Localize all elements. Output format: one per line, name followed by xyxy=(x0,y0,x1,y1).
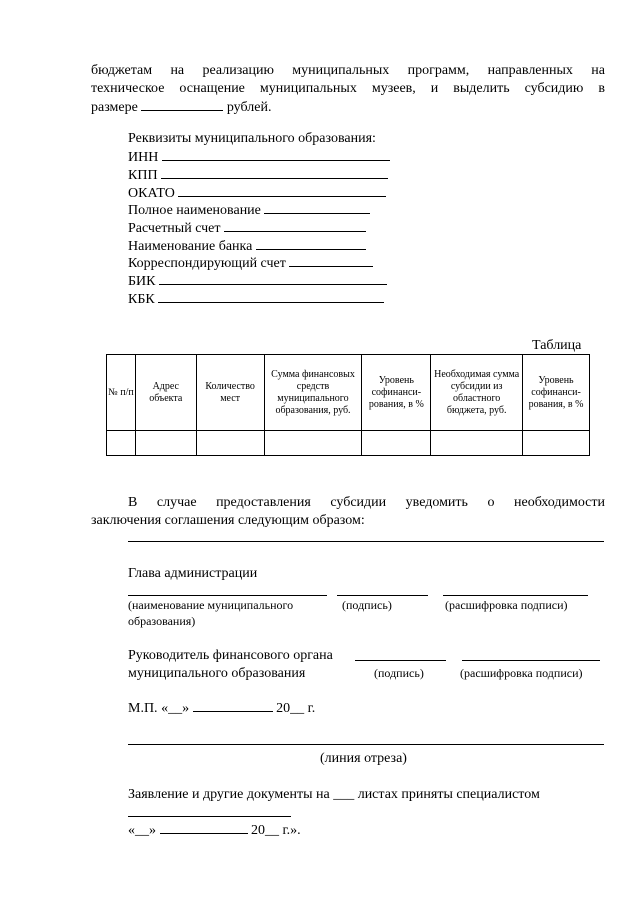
head-of-admin-signature-line xyxy=(337,595,428,596)
acceptance-month-blank xyxy=(160,821,248,834)
field-bank-name-label: Наименование банка xyxy=(128,239,253,254)
field-full-name-label: Полное наименование xyxy=(128,203,261,218)
subsidy-amount-blank xyxy=(141,98,223,111)
field-corr-account xyxy=(128,254,373,272)
intro-line-1: бюджетам на реализацию муниципальных программ, направленных на xyxy=(91,63,605,78)
head-of-admin-caption-name-2: образования) xyxy=(128,614,196,628)
table-cell xyxy=(196,431,264,456)
finance-head-title-2: муниципального образования xyxy=(128,666,306,681)
head-of-admin-decoding-line xyxy=(443,595,588,596)
field-inn-blank xyxy=(162,148,390,161)
stamp-mp: М.П. xyxy=(128,701,158,716)
field-kpp-label: КПП xyxy=(128,168,158,183)
subsidy-table xyxy=(106,354,590,456)
stamp-date-line xyxy=(128,699,315,717)
field-inn-label: ИНН xyxy=(128,150,159,165)
field-full-name xyxy=(128,201,370,219)
field-okato xyxy=(128,184,386,202)
acceptance-specialist-line xyxy=(128,816,291,817)
field-bank-name xyxy=(128,237,366,255)
stamp-month-blank xyxy=(193,699,273,712)
notice-line-1: В случае предоставления субсидии уведомить о необходимости xyxy=(128,495,605,510)
acceptance-date-line xyxy=(128,821,301,839)
field-kbk-blank xyxy=(158,290,384,303)
table-row xyxy=(107,431,590,456)
head-of-admin-caption-signature: (подпись) xyxy=(342,598,392,612)
field-account-blank xyxy=(224,219,366,232)
field-account xyxy=(128,219,366,237)
field-full-name-blank xyxy=(264,201,370,214)
table-cell xyxy=(264,431,362,456)
field-bank-name-blank xyxy=(256,237,366,250)
field-okato-blank xyxy=(178,184,386,197)
field-kbk-label: КБК xyxy=(128,292,155,307)
acceptance-day: «__» xyxy=(128,823,156,838)
field-kpp xyxy=(128,166,388,184)
field-inn xyxy=(128,148,390,166)
acceptance-year: 20__ г.». xyxy=(251,823,301,838)
head-of-admin-caption-name-1: (наименование муниципального xyxy=(128,598,294,612)
table-cell xyxy=(362,431,431,456)
notice-line-2: заключения соглашения следующим образом: xyxy=(91,513,365,528)
col-required-subsidy-header: Необходимая сумма субсидии из областного бюджета, руб. xyxy=(431,355,523,431)
col-cofinancing-level-2-header: Уровень софинанси-рования, в % xyxy=(523,355,590,431)
table-header-row xyxy=(107,355,590,431)
col-address-header: Адрес объекта xyxy=(135,355,196,431)
field-account-label: Расчетный счет xyxy=(128,221,221,236)
head-of-admin-caption-decoding: (расшифровка подписи) xyxy=(445,598,568,612)
subsidy-amount-label: размере xyxy=(91,100,138,115)
field-bik-blank xyxy=(159,272,387,285)
field-kbk xyxy=(128,290,384,308)
intro-line-2: техническое оснащение муниципальных музеев, и выделить субсидию в xyxy=(91,81,605,96)
col-municipal-funds-header: Сумма финансовых средств муниципального образования, руб. xyxy=(264,355,362,431)
table-cell xyxy=(523,431,590,456)
field-corr-account-label: Корреспондирующий счет xyxy=(128,256,286,271)
finance-head-title-1: Руководитель финансового органа xyxy=(128,648,333,663)
col-number-header: № п/п xyxy=(107,355,136,431)
field-bik xyxy=(128,272,387,290)
intro-line-3 xyxy=(91,98,271,116)
head-of-admin-name-line xyxy=(128,595,327,596)
col-cofinancing-level-header: Уровень софинанси-рования, в % xyxy=(362,355,431,431)
table-cell xyxy=(107,431,136,456)
col-seats-header: Количество мест xyxy=(196,355,264,431)
acceptance-line-1: Заявление и другие документы на ___ листах приняты специалистом xyxy=(128,787,540,802)
cut-line-label: (линия отреза) xyxy=(320,751,407,766)
finance-head-caption-decoding: (расшифровка подписи) xyxy=(460,666,583,680)
field-kpp-blank xyxy=(161,166,388,179)
head-of-admin-title: Глава администрации xyxy=(128,566,258,581)
subsidy-amount-unit: рублей. xyxy=(226,100,272,115)
field-okato-label: ОКАТО xyxy=(128,186,175,201)
stamp-year: 20__ г. xyxy=(276,701,316,716)
field-corr-account-blank xyxy=(289,254,373,267)
requisites-heading: Реквизиты муниципального образования: xyxy=(128,131,376,146)
table-cell xyxy=(431,431,523,456)
table-cell xyxy=(135,431,196,456)
notice-blank-line xyxy=(128,541,604,542)
field-bik-label: БИК xyxy=(128,274,156,289)
table-caption: Таблица xyxy=(532,338,582,353)
finance-head-signature-line xyxy=(355,660,446,661)
cut-line xyxy=(128,744,604,745)
finance-head-caption-signature: (подпись) xyxy=(374,666,424,680)
stamp-day: «__» xyxy=(161,701,190,716)
finance-head-decoding-line xyxy=(462,660,600,661)
